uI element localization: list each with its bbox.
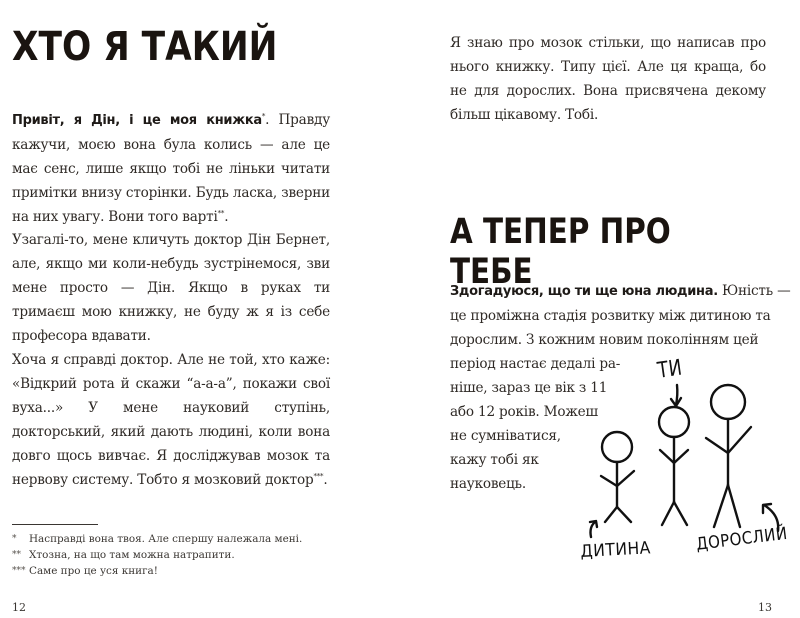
paragraph-line: кажу тобі як: [450, 452, 539, 468]
footnote-item: [12, 547, 372, 563]
footnote-text: Саме про це уся книга!: [29, 565, 158, 577]
footnote-text: Хтозна, на що там можна натрапити.: [29, 549, 235, 561]
page-number: 12: [12, 601, 26, 614]
doctor-paragraph: [12, 348, 330, 492]
bold-lead: Привіт, я Дін, і це моя книжка: [12, 113, 262, 128]
adult-stick-figure: [706, 385, 751, 527]
curved-arrow-icon: [590, 521, 597, 537]
bold-lead: Здогадуюся, що ти ще юна людина.: [450, 284, 718, 299]
label-child: ДИТИНА: [580, 538, 652, 562]
footnote-mark: **: [12, 550, 21, 560]
footnote-ref[interactable]: **: [217, 209, 225, 218]
label-adult: ДОРОСЛИЙ: [695, 523, 789, 555]
footnote-item: [12, 563, 372, 579]
name-paragraph: Узагалі-то, мене кличуть доктор Дін Бернет, але, якщо ми коли-небудь зустрінемося, зви мене просто — Дін. Якщо в руках ти тримаєш мою книжку, не буду ж я із себе професора вдавати.: [12, 232, 330, 344]
paragraph-line: період настає дедалі ра-: [450, 356, 621, 372]
paragraph-text: . Правду кажучи, моєю вона була колись — але це має сенс, лише якщо тобі не ліньки читати примітки внизу сторінки. Будь ласка, зверни на них увагу. Вони того варті: [12, 112, 330, 225]
paragraph-line: дорослим. З кожним новим поколінням цей: [450, 332, 759, 348]
footnote-mark: ***: [12, 566, 26, 576]
section-title-about-you: А ТЕПЕР ПРО ТЕБЕ: [450, 212, 671, 292]
footnote-divider: [12, 524, 98, 525]
footnote-mark: *: [12, 534, 17, 544]
paragraph-line: [450, 279, 791, 304]
stick-figures-illustration: [570, 355, 800, 585]
paragraph-line: науковець.: [450, 476, 527, 492]
line-text: Юність —: [717, 283, 791, 299]
page-title-who-am-i: ХТО Я ТАКИЙ: [12, 24, 278, 70]
paragraph-text: Хоча я справді доктор. Але не той, хто каже: «Відкрий рота й скажи “а-а-а”, покажи свої вуха...» У мене науковий ступінь, докторський, який дають людині, коли вона довго щось вивчає. Я досліджував мозок та нервову систему. Тобто я мозковий доктор: [12, 352, 330, 488]
child-stick-figure: [601, 432, 634, 522]
paragraph-line: це проміжна стадія розвитку між дитиною та: [450, 308, 771, 324]
arrow-down-icon: [671, 385, 681, 406]
right-page: [400, 0, 800, 618]
punctuation: .: [224, 209, 229, 225]
punctuation: .: [323, 472, 328, 488]
page-number: 13: [758, 601, 772, 614]
paragraph-line: не сумніватися,: [450, 428, 561, 444]
brain-book-paragraph: Я знаю про мозок стільки, що написав про нього книжку. Типу цієї. Але ця краща, бо не для дорослих. Вона присвячена декому більш цікавому. Тобі.: [450, 35, 766, 123]
paragraph-line: або 12 років. Можеш: [450, 404, 598, 420]
footnote-ref[interactable]: ***: [313, 472, 324, 481]
footnotes: [12, 531, 372, 579]
footnote-item: [12, 531, 372, 547]
footnote-text: Насправді вона твоя. Але спершу належала мені.: [29, 533, 303, 545]
paragraph-line: ніше, зараз це вік з 11: [450, 380, 608, 396]
intro-paragraph: [12, 108, 330, 229]
label-you: ТИ: [656, 355, 684, 384]
footnote-ref[interactable]: *: [261, 112, 266, 121]
teen-stick-figure: [659, 407, 689, 525]
